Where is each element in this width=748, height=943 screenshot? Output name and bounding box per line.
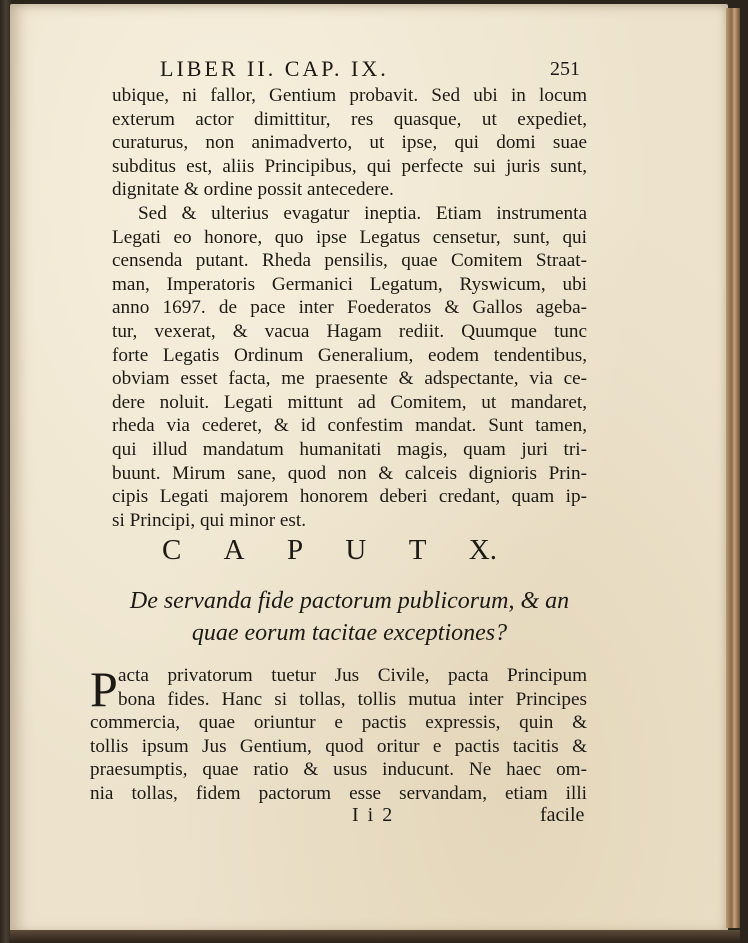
text-line: nia tollas, fidem pactorum esse servandam, etiam illi: [90, 782, 587, 804]
drop-cap: P: [90, 661, 118, 717]
chapter-paragraph: [90, 661, 587, 806]
chapter-letter: X.: [468, 534, 497, 566]
page-number: 251: [550, 58, 580, 80]
chapter-heading: [112, 534, 587, 574]
chapter-letter: A: [223, 534, 245, 566]
chapter-letter: P: [286, 534, 304, 566]
catchword: facile: [540, 804, 585, 826]
text-line: dignitate & ordine possit antecedere.: [112, 179, 394, 201]
subtitle-line: De servanda fide pactorum publicorum, & an: [129, 588, 570, 614]
text-line: subditus est, aliis Principibus, qui perfecte sui juris sunt,: [112, 155, 587, 177]
chapter-letter: U: [345, 534, 367, 566]
text-line: si Principi, qui minor est.: [112, 509, 307, 531]
text-line: tur, vexerat, & vacua Hagam rediit. Quumque tunc: [112, 320, 587, 342]
page-bottom-edge: [10, 930, 740, 943]
text-line: man, Imperatoris Germanici Legatum, Ryswicum, ubi: [112, 273, 587, 295]
text-line: acta privatorum tuetur Jus Civile, pacta Principum: [118, 665, 587, 686]
subtitle-line: quae eorum tacitae exceptiones?: [191, 620, 508, 646]
body-text: [112, 84, 587, 532]
text-line: cipis Legati majorem honorem deberi credant, quam ip-: [112, 486, 587, 508]
text-line: Legati eo honore, quo ipse Legatus censetur, sunt, qui: [112, 226, 587, 248]
chapter-letter: C: [162, 534, 182, 566]
text-line: commercia, quae oriuntur e pactis expressis, quin &: [90, 712, 587, 734]
text-line: exterum actor dimittitur, res quasque, ut expediet,: [112, 108, 587, 130]
chapter-subtitle: [112, 585, 587, 649]
text-line: qui illud mandatum humanitati magis, quam juri tri-: [112, 438, 587, 460]
text-line: censenda putant. Rheda pensilis, quae Comitem Straat-: [112, 250, 587, 272]
page-fore-edge: [726, 8, 740, 928]
running-head-title: LIBER II. CAP. IX.: [160, 56, 389, 81]
text-line: curaturus, non animadverto, ut ipse, qui domi suae: [112, 132, 587, 154]
chapter-letter: T: [408, 534, 427, 566]
text-line: tollis ipsum Jus Gentium, quod oritur e pactis tacitis &: [90, 735, 587, 757]
text-line: ubique, ni fallor, Gentium probavit. Sed ubi in locum: [112, 85, 587, 106]
running-head: [160, 56, 580, 86]
text-line: Sed & ulterius evagatur ineptia. Etiam instrumenta: [138, 202, 587, 224]
text-line: bona fides. Hanc si tollas, tollis mutua inter Principes: [118, 688, 587, 710]
signature-mark: I i 2: [352, 804, 395, 826]
text-line: anno 1697. de pace inter Foederatos & Gallos ageba-: [112, 297, 587, 319]
text-line: obviam esset facta, me praesente & adspectante, via ce-: [112, 368, 587, 390]
text-line: buunt. Mirum sane, quod non & calceis dignioris Prin-: [112, 462, 587, 484]
text-line: rheda via cederet, & id confestim mandat. Sunt tamen,: [112, 415, 587, 437]
text-line: forte Legatis Ordinum Generalium, eodem tendentibus,: [112, 344, 587, 366]
text-line: dere noluit. Legati mittunt ad Comitem, ut mandaret,: [112, 391, 587, 413]
text-line: praesumptis, quae ratio & usus inducunt. Ne haec om-: [90, 759, 587, 781]
